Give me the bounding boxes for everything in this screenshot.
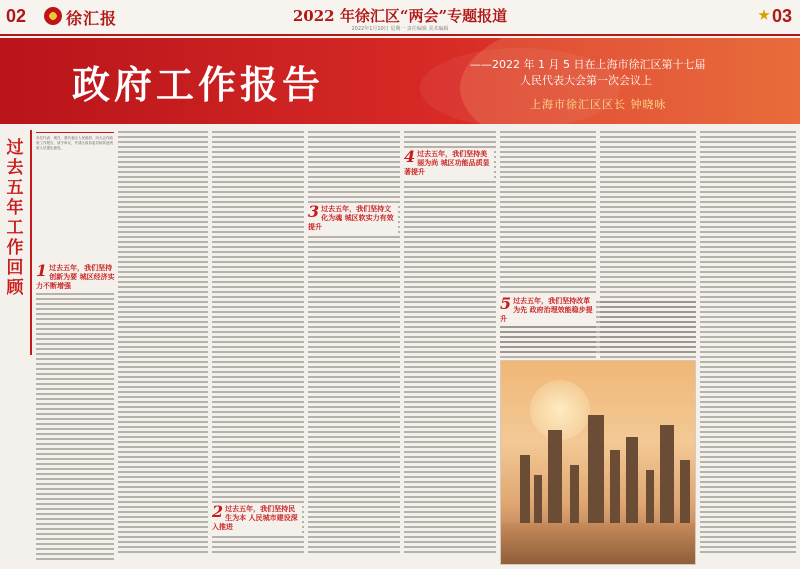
report-banner [0,38,800,124]
report-subtitle-line2: 人民代表大会第一次会议上 [520,74,652,87]
section-number: 1 [36,261,48,280]
section-number: 3 [308,202,320,221]
special-report-title: 2022 年徐汇区“两会”专题报道 [292,7,508,25]
section-heading-5 [500,295,596,326]
section-number: 4 [404,147,416,166]
photo-frame [500,360,696,565]
section-heading-2 [212,503,302,534]
side-divider [30,130,32,355]
text-column-8 [700,130,796,555]
section-heading-1 [36,262,116,293]
text-column-2 [118,130,208,555]
section-title: 过去五年，我们坚持美丽为尚 城区功能品质显著提升 [404,150,490,176]
text-column-3 [212,130,304,555]
page-header [0,0,800,36]
report-subtitle-line1: ——2022 年 1 月 5 日在上海市徐汇区第十七届 [470,58,706,71]
section-title: 过去五年，我们坚持改革为先 政府治理效能稳步提升 [500,297,593,323]
page-number-left: 02 [6,6,27,26]
issue-meta: 2022年1月10日 星期一 责任编辑 美术编辑 [351,26,449,32]
review-side-title: 过去五年工作回顾 [6,138,24,298]
report-title: 政府工作报告 [72,62,325,107]
text-column-1 [36,262,114,562]
text-column-5 [404,130,496,555]
section-number: 2 [212,502,224,521]
section-heading-3 [308,203,398,234]
section-title: 过去五年，我们坚持创新为要 城区经济实力不断增强 [36,264,115,290]
page-number-right: 03 [771,6,792,26]
newspaper-name: 徐汇报 [66,9,118,28]
report-author: 上海市徐汇区区长 钟晓咏 [530,98,667,111]
intro-paragraph-box [36,132,114,258]
section-title: 过去五年，我们坚持民生为本 人民城市建设深入推进 [212,505,298,531]
intro-paragraph: 各位代表：现在，我代表区人民政府，向大会作政府工作报告，请予审议，并请区政协委员和其他列席人员提出意见。 [36,136,113,150]
section-title: 过去五年，我们坚持文化为魂 城区软实力有效提升 [308,205,394,231]
section-heading-4 [404,148,494,179]
text-column-4 [308,130,400,555]
section-number: 5 [500,294,512,313]
